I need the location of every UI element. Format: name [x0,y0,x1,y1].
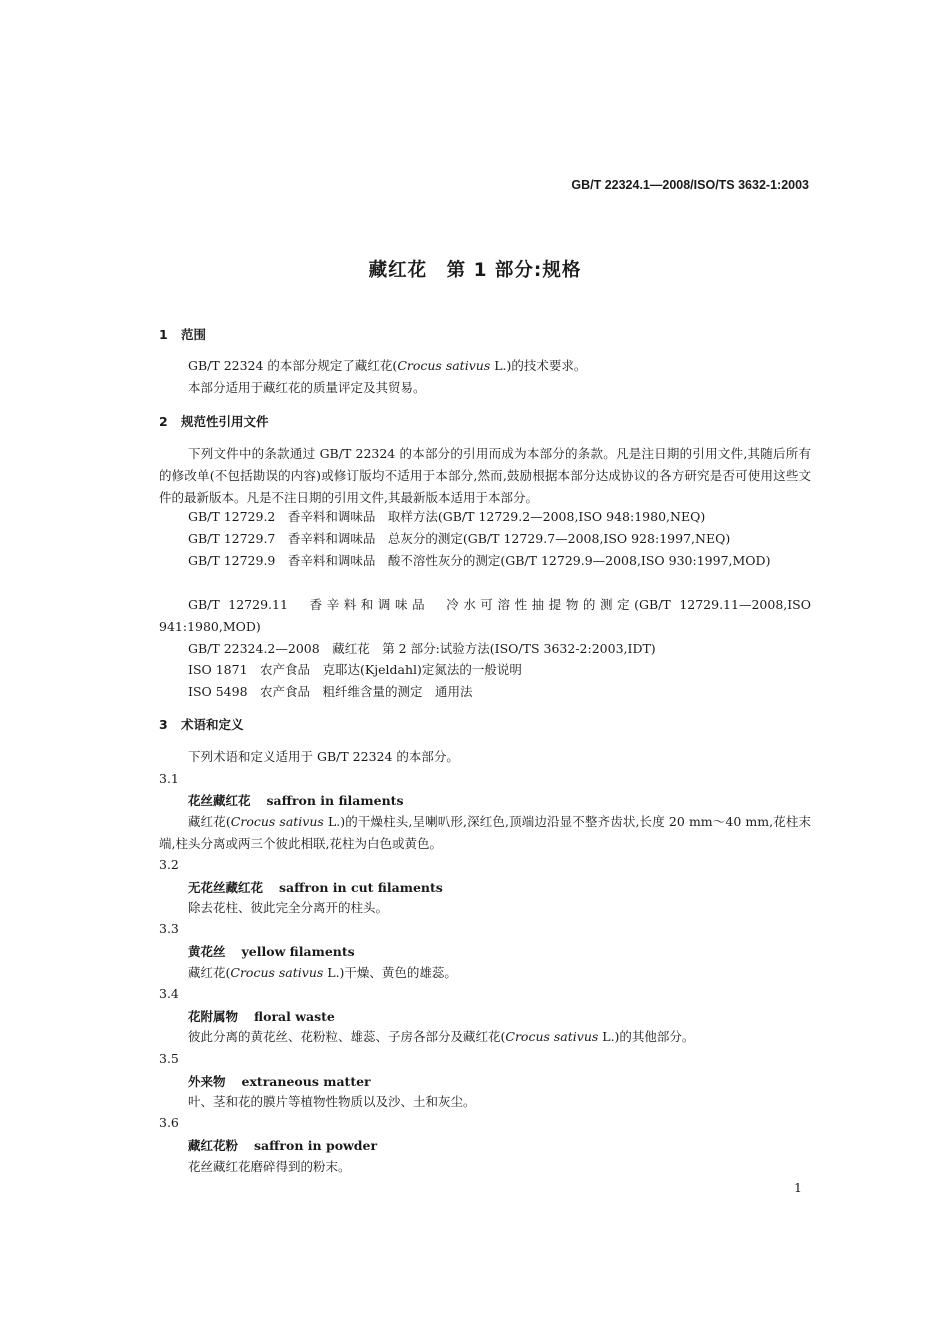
term-heading: 花附属物 floral waste [188,1009,335,1024]
section-1-number: 1 [159,327,168,342]
term-heading: 无花丝藏红花 saffron in cut filaments [188,880,443,895]
section-2-number: 2 [159,414,168,429]
reference-item: ISO 5498 农产食品 粗纤维含量的测定 通用法 [188,684,473,699]
latin-name: Crocus sativus [397,358,491,373]
term-definition: 除去花柱、彼此完全分离开的柱头。 [188,900,389,915]
term-definition: 藏红花(Crocus sativus L.)干燥、黄色的雄蕊。 [188,965,457,980]
term-heading: 外来物 extraneous matter [188,1074,371,1089]
section-1-paragraph-1: GB/T 22324 的本部分规定了藏红花(Crocus sativus L.)的技术要求。 [188,358,587,373]
reference-item: GB/T 12729.2 香辛料和调味品 取样方法(GB/T 12729.2—2008,ISO 948:1980,NEQ) [188,509,706,524]
term-definition: 彼此分离的黄花丝、花粉粒、雄蕊、子房各部分及藏红花(Crocus sativus L.)的其他部分。 [188,1029,695,1044]
section-2-intro: 下列文件中的条款通过 GB/T 22324 的本部分的引用而成为本部分的条款。凡是注日期的引用文件,其随后所有的修改单(不包括勘误的内容)或修订版均不适用于本部分,然而,鼓励根据本部分达成协议的各方研究是否可使用这些文件的最新版本。凡是不注日期的引用文件,其最新版本适用于本部分。 [159,446,811,505]
section-3-number: 3 [159,717,168,732]
page-title: 藏红花 第 1 部分:规格 [368,260,582,281]
term-number: 3.4 [159,986,179,1001]
latin-name: Crocus sativus [230,965,324,980]
reference-item: GB/T 12729.9 香辛料和调味品 酸不溶性灰分的测定(GB/T 12729.9—2008,ISO 930:1997,MOD) [188,553,771,568]
reference-item: ISO 1871 农产食品 克耶达(Kjeldahl)定氮法的一般说明 [188,662,522,677]
term-number: 3.5 [159,1051,179,1066]
term-number: 3.1 [159,771,179,786]
reference-item: GB/T 12729.7 香辛料和调味品 总灰分的测定(GB/T 12729.7—2008,ISO 928:1997,NEQ) [188,531,731,546]
page-number: 1 [794,1180,802,1195]
term-number: 3.2 [159,857,179,872]
section-1-paragraph-2: 本部分适用于藏红花的质量评定及其贸易。 [188,380,426,395]
section-2-heading [159,412,269,430]
section-2-title: 规范性引用文件 [181,414,269,429]
term-number: 3.6 [159,1115,179,1130]
term-number: 3.3 [159,921,179,936]
section-3-title: 术语和定义 [181,717,244,732]
latin-name: Crocus sativus [230,814,324,829]
latin-name: Crocus sativus [505,1029,599,1044]
term-definition: 叶、茎和花的膜片等植物性物质以及沙、土和灰尘。 [188,1094,476,1109]
term-heading: 黄花丝 yellow filaments [188,944,355,959]
standard-number: GB/T 22324.1—2008/ISO/TS 3632-1:2003 [571,178,809,192]
section-3-intro: 下列术语和定义适用于 GB/T 22324 的本部分。 [188,749,459,764]
term-definition: 花丝藏红花磨碎得到的粉末。 [188,1159,351,1174]
term-heading: 花丝藏红花 saffron in filaments [188,793,404,808]
term-heading: 藏红花粉 saffron in powder [188,1138,378,1153]
term-definition: 藏红花(Crocus sativus L.)的干燥柱头,呈喇叭形,深红色,顶端边沿显不整齐齿状,长度 20 mm～40 mm,花柱末端,柱头分离或两三个彼此相联,花柱为白色或黄色。 [159,814,811,851]
reference-item: GB/T 22324.2—2008 藏红花 第 2 部分:试验方法(ISO/TS 3632-2:2003,IDT) [188,641,656,656]
reference-item: GB/T 12729.11 香辛料和调味品 冷水可溶性抽提物的测定(GB/T 12729.11—2008,ISO 941:1980,MOD) [159,597,811,634]
section-1-heading [159,325,206,343]
section-3-heading [159,715,244,733]
section-1-title: 范围 [181,327,207,342]
